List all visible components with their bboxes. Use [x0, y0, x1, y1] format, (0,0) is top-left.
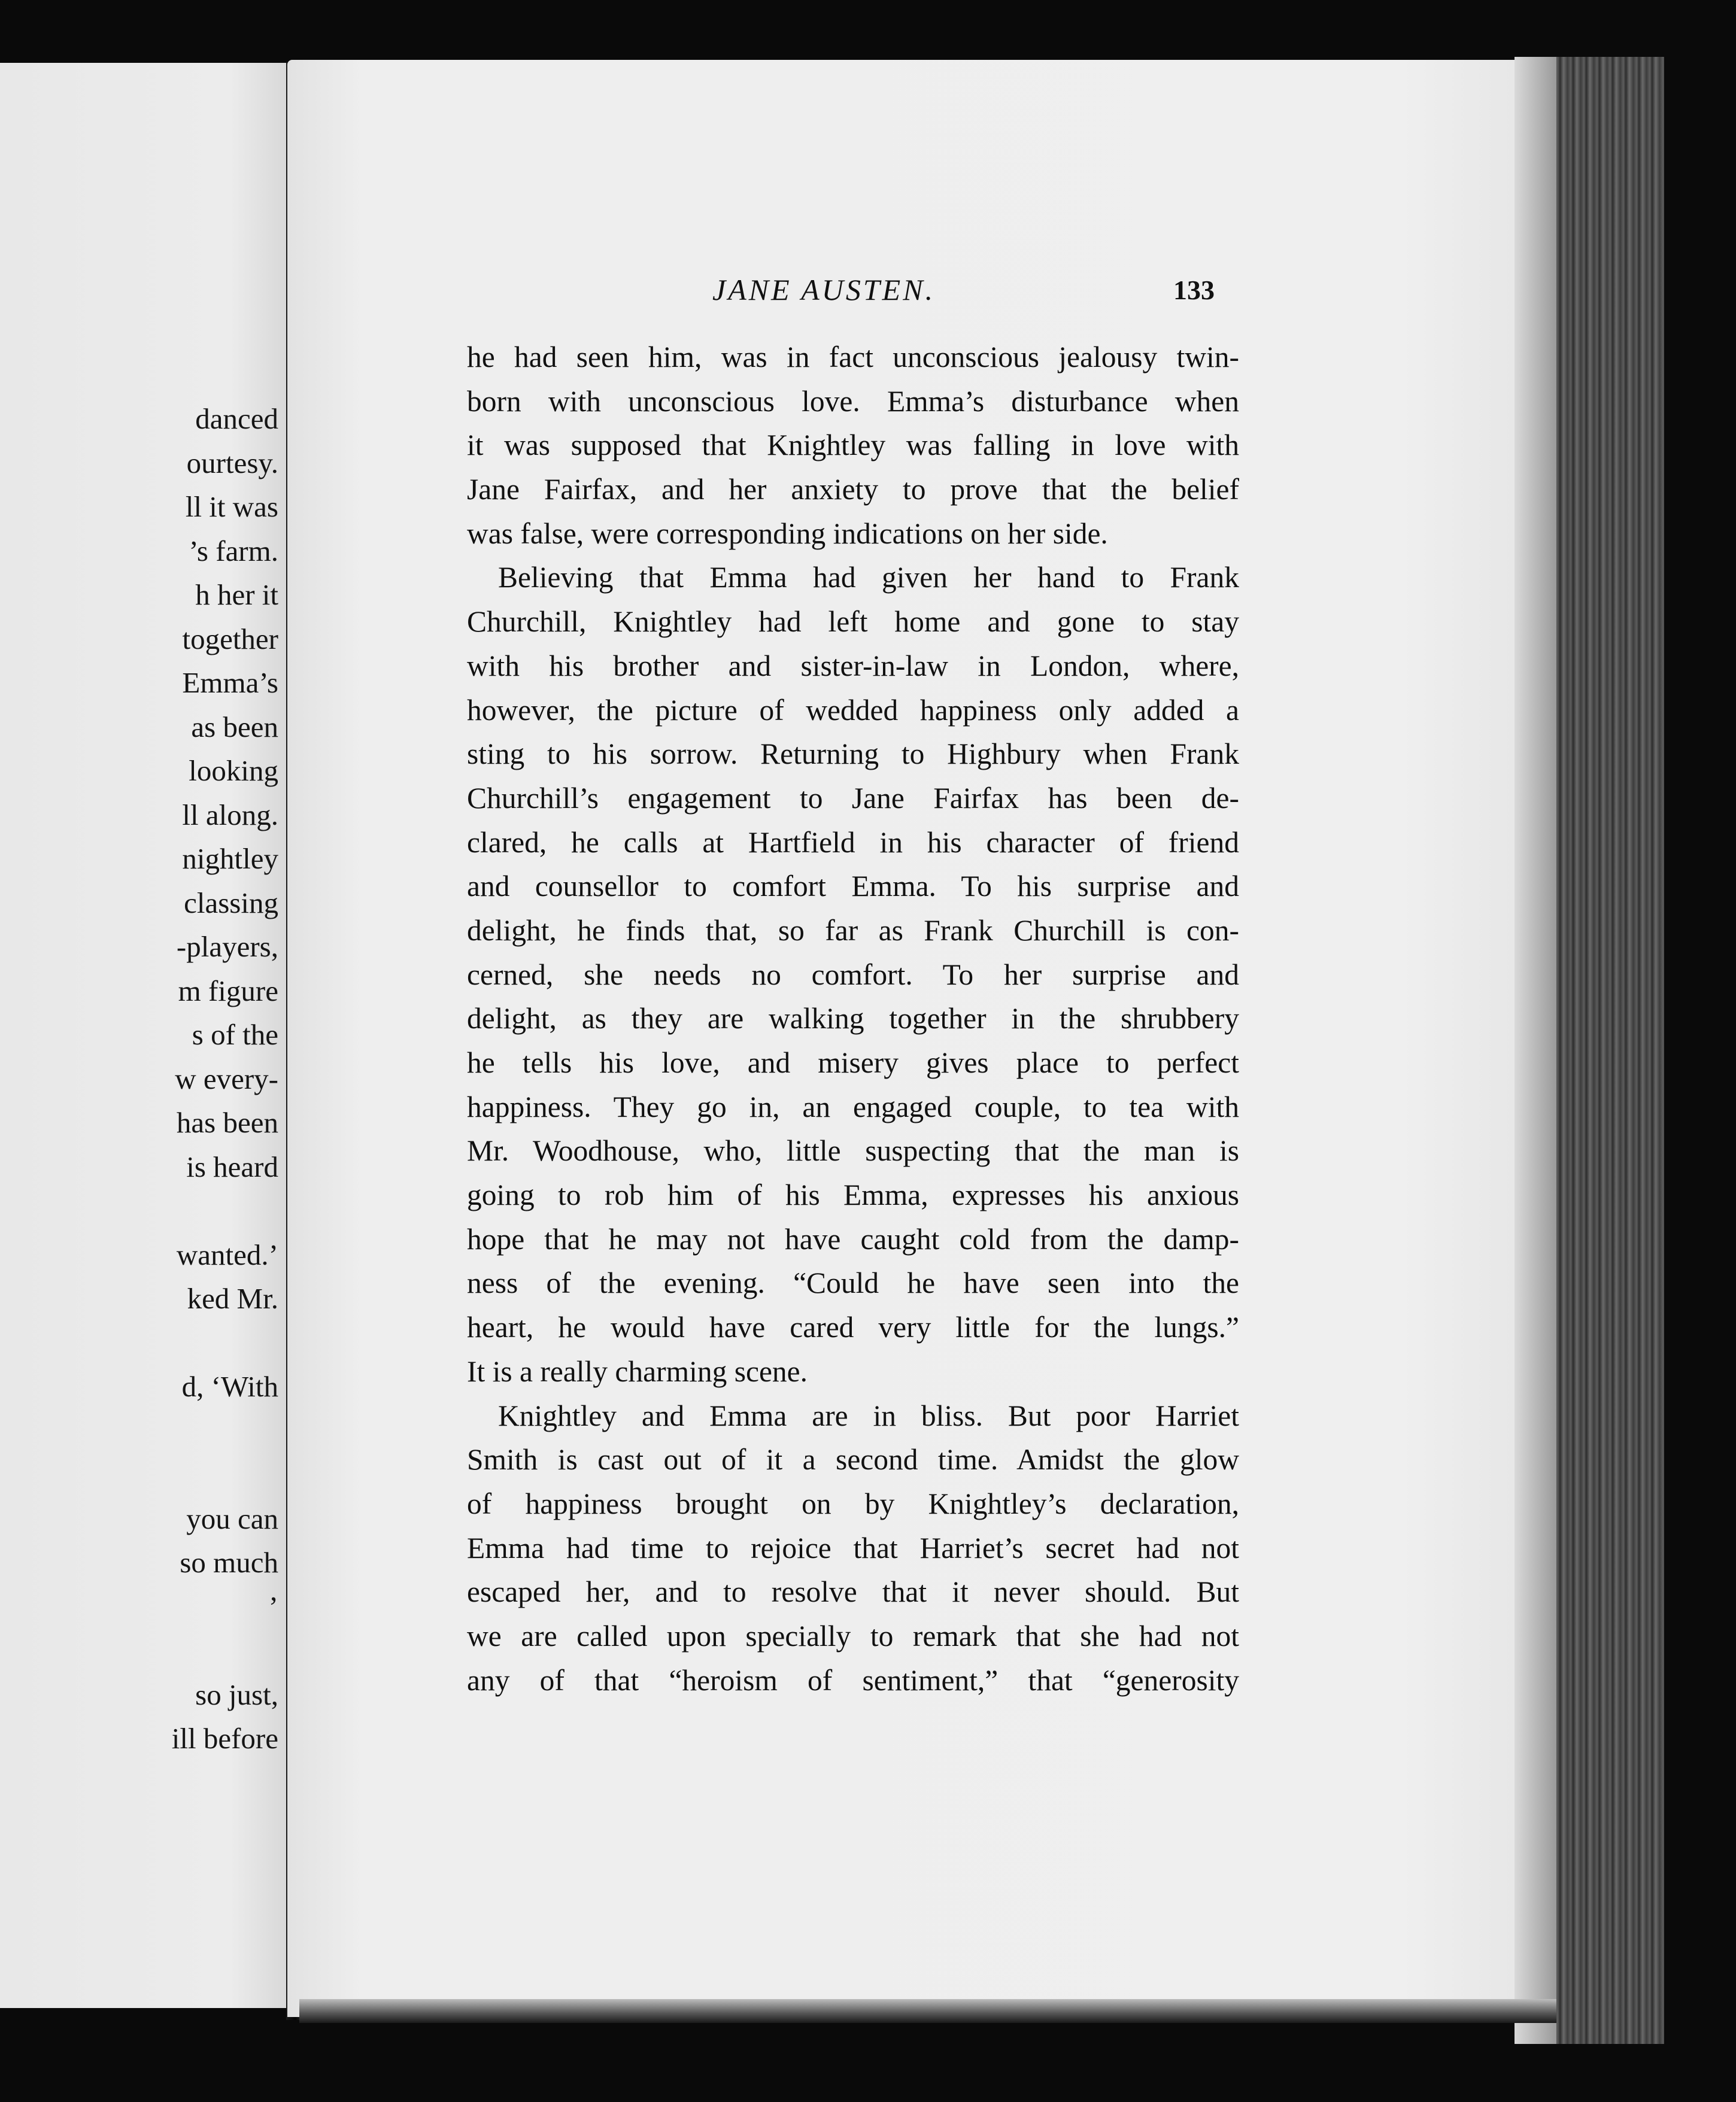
- left-page-line: s of the: [192, 1018, 278, 1051]
- text-line: clared, he calls at Hartfield in his character of friend: [467, 825, 1239, 859]
- text-line: he tells his love, and misery gives place to perfect: [467, 1046, 1239, 1079]
- text-line: we are called upon specially to remark that she had not: [467, 1619, 1239, 1653]
- left-page: [0, 63, 287, 2008]
- left-page-line: ll it was: [185, 490, 278, 523]
- left-page-line: h her it: [195, 578, 278, 611]
- text-line: he had seen him, was in fact unconscious jealousy twin-: [467, 341, 1239, 373]
- text-line: cerned, she needs no comfort. To her surprise and: [467, 958, 1239, 991]
- text-line: Churchill’s engagement to Jane Fairfax has been de-: [467, 781, 1239, 815]
- left-page-line: so much: [180, 1546, 278, 1579]
- text-line: escaped her, and to resolve that it never should. But: [467, 1575, 1239, 1609]
- left-page-line: Emma’s: [182, 666, 278, 699]
- text-line: Jane Fairfax, and her anxiety to prove that the belief: [467, 473, 1239, 506]
- left-page-line: classing: [184, 886, 278, 919]
- left-page-line: as been: [191, 710, 278, 743]
- left-page-line: ked Mr.: [187, 1282, 278, 1315]
- text-line: It is a really charming scene.: [467, 1354, 808, 1388]
- text-line: Smith is cast out of it a second time. Amidst the glow: [467, 1443, 1239, 1477]
- body-text: [467, 335, 1239, 1702]
- page-number: 133: [1173, 275, 1215, 305]
- left-page-line: ’s farm.: [189, 534, 278, 567]
- left-page-line: nightley: [182, 842, 278, 875]
- text-line: going to rob him of his Emma, expresses his anxious: [467, 1178, 1239, 1212]
- text-line: Believing that Emma had given her hand to Frank: [498, 561, 1239, 594]
- text-line: happiness. They go in, an engaged couple, to tea with: [467, 1090, 1239, 1123]
- text-line: was false, were corresponding indications on her side.: [467, 517, 1108, 550]
- text-line: sting to his sorrow. Returning to Highbury when Frank: [467, 737, 1239, 771]
- text-line: any of that “heroism of sentiment,” that “generosity: [467, 1663, 1239, 1697]
- text-line: with his brother and sister-in-law in London, where,: [467, 649, 1239, 682]
- text-line: Emma had time to rejoice that Harriet’s secret had not: [467, 1531, 1239, 1565]
- text-line: however, the picture of wedded happiness only added a: [467, 693, 1239, 727]
- text-line: ness of the evening. “Could he have seen into the: [467, 1266, 1239, 1300]
- left-page-line: you can: [186, 1502, 278, 1535]
- text-line: Mr. Woodhouse, who, little suspecting that the man is: [467, 1134, 1239, 1168]
- left-page-line: -players,: [176, 930, 278, 963]
- text-line: hope that he may not have caught cold from the damp-: [467, 1222, 1239, 1256]
- left-page-line: together: [182, 622, 278, 655]
- text-line: of happiness brought on by Knightley’s declaration,: [467, 1487, 1239, 1520]
- left-page-line: wanted.’: [176, 1238, 278, 1271]
- left-page-line: looking: [189, 754, 278, 787]
- text-line: delight, he finds that, so far as Frank Churchill is con-: [467, 913, 1239, 947]
- bottom-page-edge: [299, 1999, 1556, 2023]
- left-page-line: danced: [195, 402, 278, 435]
- page-edges: [1515, 57, 1664, 2044]
- left-page-line: ll along.: [182, 798, 278, 831]
- text-line: it was supposed that Knightley was falling in love with: [467, 429, 1239, 462]
- left-page-line: so just,: [195, 1678, 278, 1711]
- left-page-line: is heard: [186, 1150, 278, 1183]
- left-page-line: ill before: [171, 1722, 278, 1755]
- running-head: JANE AUSTEN.: [712, 273, 936, 306]
- left-page-line: m figure: [178, 974, 278, 1007]
- text-line: born with unconscious love. Emma’s disturbance when: [467, 384, 1239, 418]
- text-line: delight, as they are walking together in the shrubbery: [467, 1002, 1239, 1035]
- left-page-line: ourtesy.: [186, 446, 278, 479]
- text-line: Churchill, Knightley had left home and gone to stay: [467, 605, 1239, 639]
- left-page-line: d, ‘With: [181, 1370, 278, 1403]
- left-page-line: ’: [268, 1590, 278, 1623]
- text-line: heart, he would have cared very little for the lungs.”: [467, 1311, 1239, 1344]
- text-line: Knightley and Emma are in bliss. But poor Harriet: [498, 1399, 1239, 1432]
- text-line: and counsellor to comfort Emma. To his surprise and: [467, 870, 1239, 903]
- left-page-line: w every-: [175, 1062, 278, 1095]
- left-page-line: has been: [176, 1106, 278, 1139]
